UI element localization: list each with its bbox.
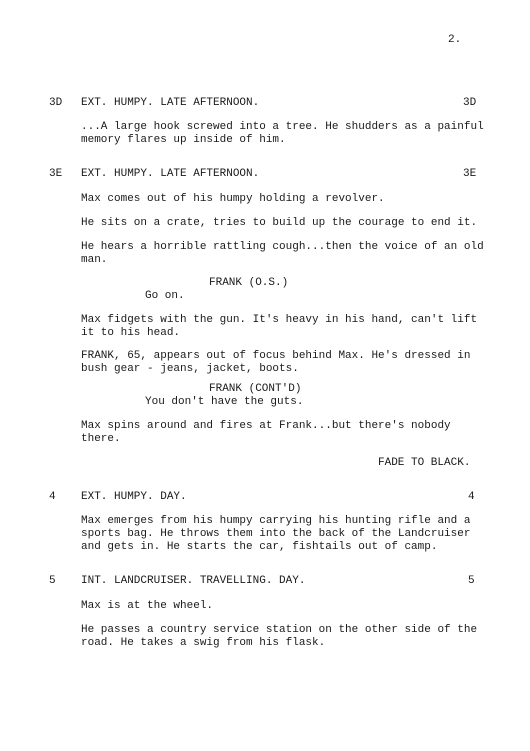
scene-number-right: 3D (463, 97, 477, 109)
action-line: it to his head. (81, 327, 181, 339)
transition: FADE TO BLACK. (378, 457, 471, 469)
action-line: Max fidgets with the gun. It's heavy in his hand, can't lift (81, 314, 478, 326)
action-line: Max comes out of his humpy holding a revolver. (81, 193, 385, 205)
scene-number-left: 4 (49, 491, 56, 503)
scene-number-right: 5 (468, 575, 475, 587)
action-line: Max is at the wheel. (81, 600, 214, 612)
dialogue-line: Go on. (145, 290, 185, 302)
scene-heading: EXT. HUMPY. LATE AFTERNOON. (81, 168, 260, 180)
action-line: man. (81, 254, 108, 266)
action-line: He hears a horrible rattling cough...then the voice of an old (81, 241, 484, 253)
action-line: He passes a country service station on the other side of the (81, 624, 478, 636)
scene-number-left: 5 (49, 575, 56, 587)
scene-number-left: 3E (49, 168, 63, 180)
action-line: road. He takes a swig from his flask. (81, 637, 326, 649)
scene-number-left: 3D (49, 97, 63, 109)
scene-heading: EXT. HUMPY. LATE AFTERNOON. (81, 97, 260, 109)
scene-number-right: 4 (468, 491, 475, 503)
action-line: and gets in. He starts the car, fishtails out of camp. (81, 541, 438, 553)
action-line: memory flares up inside of him. (81, 134, 286, 146)
action-line: He sits on a crate, tries to build up the courage to end it. (81, 217, 478, 229)
character-name: FRANK (CONT'D) (209, 383, 302, 395)
action-line: Max emerges from his humpy carrying his hunting rifle and a (81, 515, 471, 527)
page-number: 2. (448, 34, 462, 46)
character-name: FRANK (O.S.) (209, 277, 289, 289)
dialogue-line: You don't have the guts. (145, 396, 304, 408)
action-line: ...A large hook screwed into a tree. He shudders as a painful (81, 121, 484, 133)
action-line: Max spins around and fires at Frank...but there's nobody (81, 420, 451, 432)
scene-heading: INT. LANDCRUISER. TRAVELLING. DAY. (81, 575, 306, 587)
action-line: sports bag. He throws them into the back of the Landcruiser (81, 528, 471, 540)
scene-heading: EXT. HUMPY. DAY. (81, 491, 187, 503)
action-line: FRANK, 65, appears out of focus behind Max. He's dressed in (81, 350, 471, 362)
scene-number-right: 3E (463, 168, 477, 180)
action-line: there. (81, 433, 121, 445)
action-line: bush gear - jeans, jacket, boots. (81, 363, 299, 375)
